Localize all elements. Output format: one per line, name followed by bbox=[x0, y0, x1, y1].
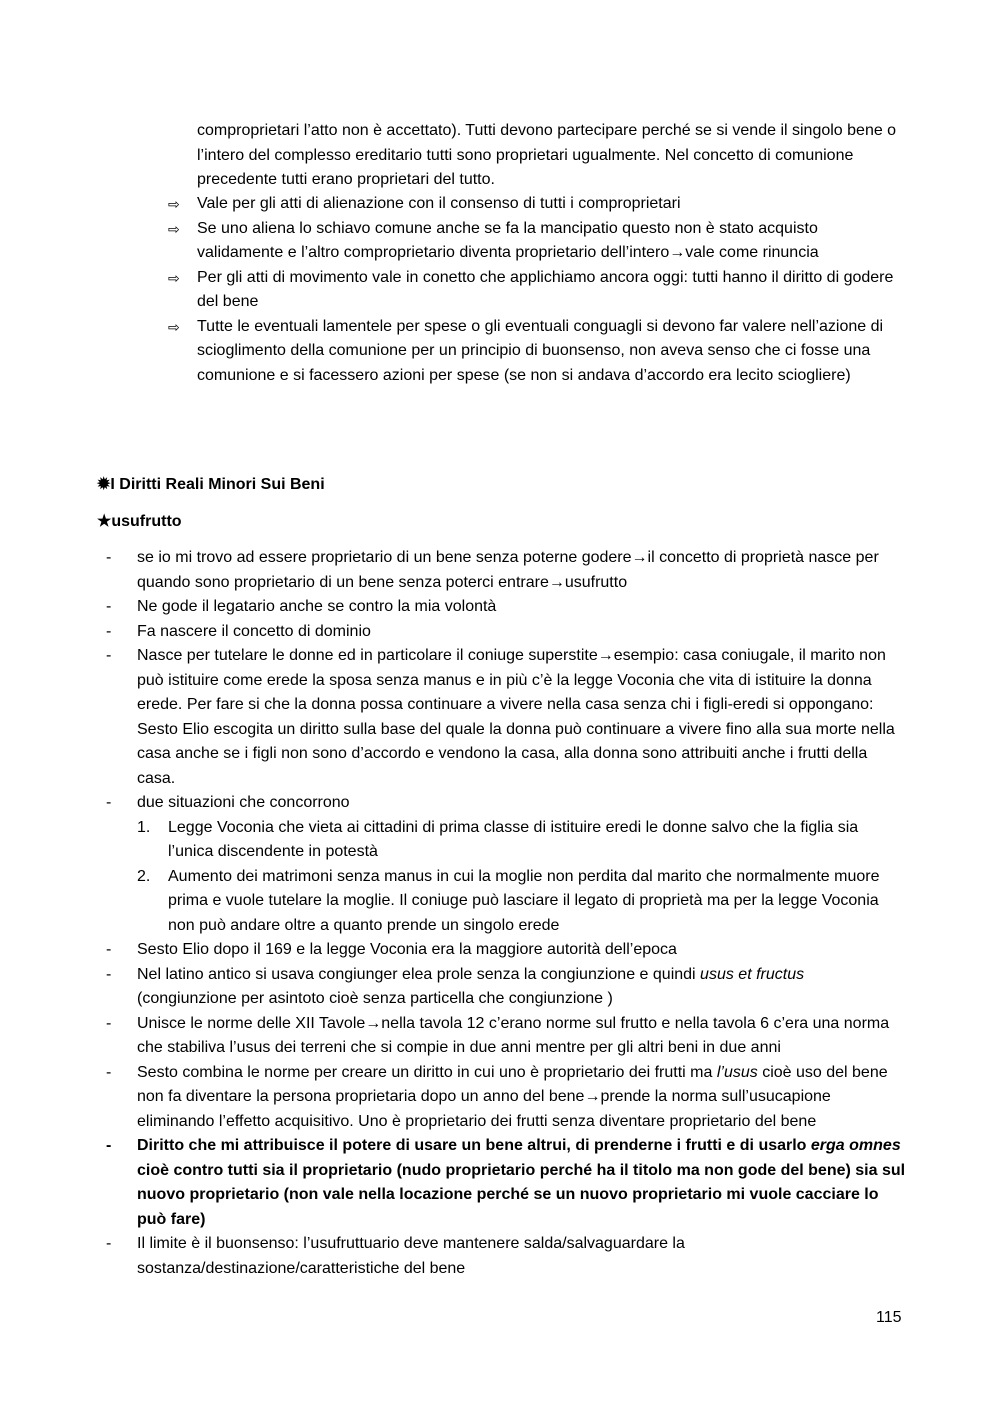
dash-item-text bbox=[137, 966, 804, 1008]
dash-bullet: - bbox=[106, 965, 112, 983]
arrow-list bbox=[168, 192, 908, 388]
numbered-list-item bbox=[137, 865, 906, 939]
dash-bullet: - bbox=[106, 1014, 112, 1032]
numbered-item-text: Legge Voconia che vieta ai cittadini di prima classe di istituire eredi le donne salvo che la figlia sia l’unica discendente in potestà bbox=[168, 818, 859, 860]
dash-bullet: - bbox=[106, 598, 112, 615]
arrow-list-item bbox=[168, 266, 908, 315]
italic-text: usus et fructus bbox=[700, 965, 805, 983]
italic-text: l’usus bbox=[716, 1063, 758, 1081]
dash-list-item bbox=[106, 595, 906, 620]
dash-item-text: Il limite è il buonsenso: l’usufruttuario deve mantenere salda/salvaguardare la sostanza/destinazione/caratteristiche del bene bbox=[137, 1235, 685, 1277]
dash-list-item bbox=[106, 1134, 906, 1232]
text-run: cioè contro tutti sia il proprietario (nudo proprietario perché ha il titolo ma non gode del bene) sia sul nuovo proprietario (non vale nella locazione perché se un nuovo proprietario mi vuole cacciare lo può fare) bbox=[137, 1161, 906, 1228]
dash-list-item bbox=[106, 620, 906, 645]
dash-list-item bbox=[106, 938, 906, 963]
arrow-bullet-icon: ⇨ bbox=[168, 318, 180, 335]
dash-bullet: - bbox=[106, 622, 112, 640]
numbered-item-text: Aumento dei matrimoni senza manus in cui la moglie non perdita dal marito che normalmente muore prima e vuole tutelare la moglie. Il coniuge può lasciare il legato di proprietà ma per la legge Voconia non può andare oltre a quanto prende un singolo erede bbox=[168, 867, 880, 934]
numbered-list-item bbox=[137, 816, 906, 865]
text-run: Diritto che mi attribuisce il potere di usare un bene altrui, di prenderne i frutti e di usarlo bbox=[137, 1137, 811, 1154]
dash-list-item bbox=[106, 791, 906, 938]
star-icon: ★ bbox=[97, 513, 112, 530]
arrow-list-item bbox=[168, 217, 908, 266]
numbered-list bbox=[137, 816, 906, 939]
dash-bullet: - bbox=[106, 549, 112, 566]
dash-bullet: - bbox=[106, 1063, 112, 1081]
dash-list-item bbox=[106, 1012, 906, 1061]
arrow-item-text: Se uno aliena lo schiavo comune anche se fa la mancipatio questo non è stato acquisto validamente e l’altro comproprietario diventa proprietario dell’intero→vale come rinuncia bbox=[197, 219, 819, 261]
dash-bullet: - bbox=[106, 1235, 112, 1252]
dash-item-text: se io mi trovo ad essere proprietario di un bene senza poterne godere→il concetto di proprietà nasce per quando sono proprietario di un bene senza poterci entrare→usufrutto bbox=[137, 549, 879, 591]
dash-item-text bbox=[137, 1137, 905, 1228]
list-number: 2. bbox=[137, 867, 151, 885]
dash-item-text: Fa nascere il concetto di dominio bbox=[137, 622, 371, 640]
dash-bullet: - bbox=[106, 647, 112, 664]
text-run: (congiunzione per asintoto cioè senza particella che congiunzione ) bbox=[137, 990, 613, 1007]
arrow-list-item bbox=[168, 315, 908, 389]
text-run: Nel latino antico si usava congiunger elea prole senza la congiunzione e quindi bbox=[137, 965, 701, 983]
star-burst-icon: ✹ bbox=[97, 476, 111, 493]
page-number: 115 bbox=[876, 1309, 902, 1326]
text-run: Sesto combina le norme per creare un diritto in cui uno è proprietario dei frutti ma bbox=[137, 1063, 717, 1081]
dash-list bbox=[106, 546, 906, 1281]
dash-list-item bbox=[106, 644, 906, 791]
arrow-list-item bbox=[168, 192, 908, 217]
section-heading bbox=[97, 474, 325, 494]
sub-heading bbox=[97, 511, 182, 531]
arrow-bullet-icon: ⇨ bbox=[168, 269, 180, 286]
dash-item-text: due situazioni che concorrono bbox=[137, 794, 350, 811]
dash-list-item bbox=[106, 1232, 906, 1281]
dash-item-text: Unisce le norme delle XII Tavole→nella tavola 12 c’erano norme sul frutto e nella tavola 6 c’era una norma che stabiliva l’usus dei terreni che si compie in due anni mentre per gli altri beni in due anni bbox=[137, 1014, 890, 1056]
dash-item-text bbox=[137, 1064, 888, 1130]
italic-text: erga omnes bbox=[810, 1137, 901, 1154]
dash-item-text: Nasce per tutelare le donne ed in particolare il coniuge superstite→esempio: casa coniugale, il marito non può istituire come erede la sposa senza manus e in più c’è la legge Voconia che vita di istituire la donna erede. Per fare si che la donna possa continuare a vivere nella casa senza chi i figli-eredi si oppongano: Sesto Elio escogita un diritto sulla base del quale la donna può continuare a vivere fino alla sua morte nella casa anche se i figli non sono d’accordo e vendono la casa, alla donna sono attribuiti anche i frutti della casa. bbox=[137, 647, 895, 787]
list-number: 1. bbox=[137, 818, 151, 836]
dash-item-text: Ne gode il legatario anche se contro la mia volontà bbox=[137, 598, 497, 615]
dash-item-text: Sesto Elio dopo il 169 e la legge Voconia era la maggiore autorità dell’epoca bbox=[137, 941, 677, 958]
arrow-bullet-icon: ⇨ bbox=[168, 196, 180, 212]
dash-bullet: - bbox=[106, 1137, 112, 1154]
dash-list-item bbox=[106, 1061, 906, 1135]
arrow-item-text: Vale per gli atti di alienazione con il consenso di tutti i comproprietari bbox=[197, 195, 681, 212]
continuation-paragraph: comproprietari l’atto non è accettato). Tutti devono partecipare perché se si vende il singolo bene o l’intero del complesso ereditario tutti sono proprietari ugualmente. Nel concetto di comunione precedente tutti erano proprietari del tutto. bbox=[197, 122, 897, 188]
arrow-item-text: Tutte le eventuali lamentele per spese o gli eventuali conguagli si devono far valere nell’azione di scioglimento della comunione per un principio di buonsenso, non aveva senso che ci fosse una comunione e si facessero azioni per spese (se non si andava d’accordo era lecito sciogliere) bbox=[197, 317, 884, 384]
sub-heading-text: usufrutto bbox=[111, 513, 182, 530]
arrow-item-text: Per gli atti di movimento vale in conetto che applichiamo ancora oggi: tutti hanno il diritto di godere del bene bbox=[197, 268, 894, 310]
dash-bullet: - bbox=[106, 941, 112, 958]
text-run: cioè uso del bene non fa diventare la persona proprietaria dopo un anno del bene→prende la norma sull’usucapione eliminando l’effetto acquisitivo. Uno è proprietario dei frutti senza diventare proprietario del bene bbox=[137, 1063, 888, 1130]
dash-bullet: - bbox=[106, 794, 112, 811]
dash-list-item bbox=[106, 963, 906, 1012]
dash-list-item bbox=[106, 546, 906, 595]
arrow-bullet-icon: ⇨ bbox=[168, 220, 180, 237]
section-heading-text: I Diritti Reali Minori Sui Beni bbox=[110, 476, 325, 493]
